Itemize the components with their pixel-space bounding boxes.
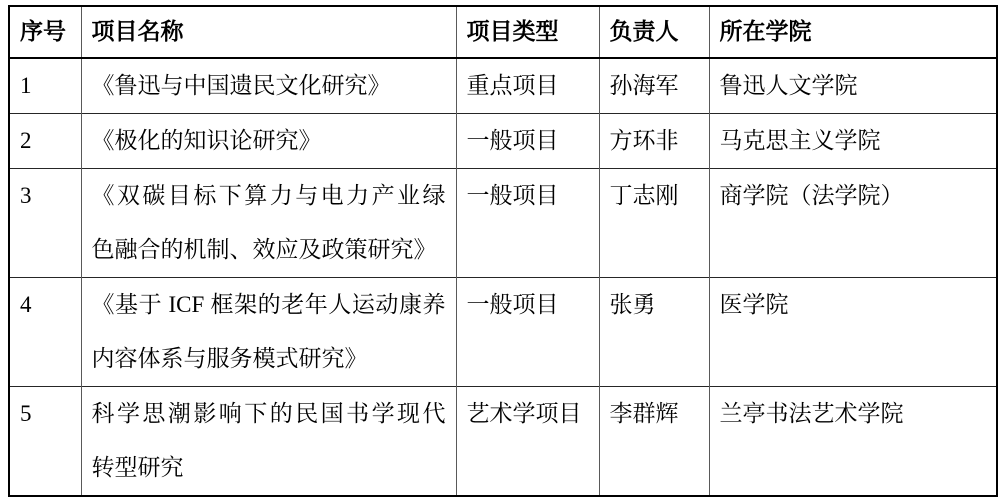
project-type-cell: 一般项目 [456, 278, 599, 387]
project-name-line: 《基于 ICF 框架的老年人运动康养 [91, 292, 446, 317]
college-cell: 兰亭书法艺术学院 [709, 387, 997, 497]
column-header-index: 序号 [9, 6, 81, 58]
project-name-line: 内容体系与服务模式研究》 [91, 346, 368, 371]
leader-cell: 方环非 [599, 114, 709, 169]
project-type-cell: 一般项目 [456, 169, 599, 278]
row-index: 5 [9, 387, 81, 497]
project-name-line: 色融合的机制、效应及政策研究》 [91, 237, 437, 262]
project-name-cell [81, 278, 456, 387]
college-cell: 商学院（法学院） [709, 169, 997, 278]
project-type-cell: 重点项目 [456, 58, 599, 114]
column-header-leader: 负责人 [599, 6, 709, 58]
leader-cell: 孙海军 [599, 58, 709, 114]
table-header-row [9, 6, 997, 58]
projects-table [8, 5, 998, 497]
college-cell: 马克思主义学院 [709, 114, 997, 169]
row-index: 2 [9, 114, 81, 169]
project-name-cell [81, 387, 456, 497]
column-header-college: 所在学院 [709, 6, 997, 58]
column-header-project-name: 项目名称 [81, 6, 456, 58]
table-row [9, 278, 997, 387]
column-header-project-type: 项目类型 [456, 6, 599, 58]
row-index: 3 [9, 169, 81, 278]
table-row [9, 58, 997, 114]
project-name-cell [81, 169, 456, 278]
project-type-cell: 艺术学项目 [456, 387, 599, 497]
leader-cell: 丁志刚 [599, 169, 709, 278]
leader-cell: 李群辉 [599, 387, 709, 497]
leader-cell: 张勇 [599, 278, 709, 387]
project-name-line: 《双碳目标下算力与电力产业绿 [91, 183, 446, 208]
row-index: 4 [9, 278, 81, 387]
row-index: 1 [9, 58, 81, 114]
project-name-cell [81, 114, 456, 169]
college-cell: 医学院 [709, 278, 997, 387]
table-row [9, 169, 997, 278]
project-name-line: 转型研究 [91, 455, 184, 480]
college-cell: 鲁迅人文学院 [709, 58, 997, 114]
document-page [0, 5, 1005, 502]
project-name-cell [81, 58, 456, 114]
project-name-line: 《鲁迅与中国遗民文化研究》 [91, 73, 391, 98]
project-name-line: 科学思潮影响下的民国书学现代 [91, 401, 446, 426]
project-name-line: 《极化的知识论研究》 [91, 128, 322, 153]
table-row [9, 114, 997, 169]
project-type-cell: 一般项目 [456, 114, 599, 169]
table-row [9, 387, 997, 497]
